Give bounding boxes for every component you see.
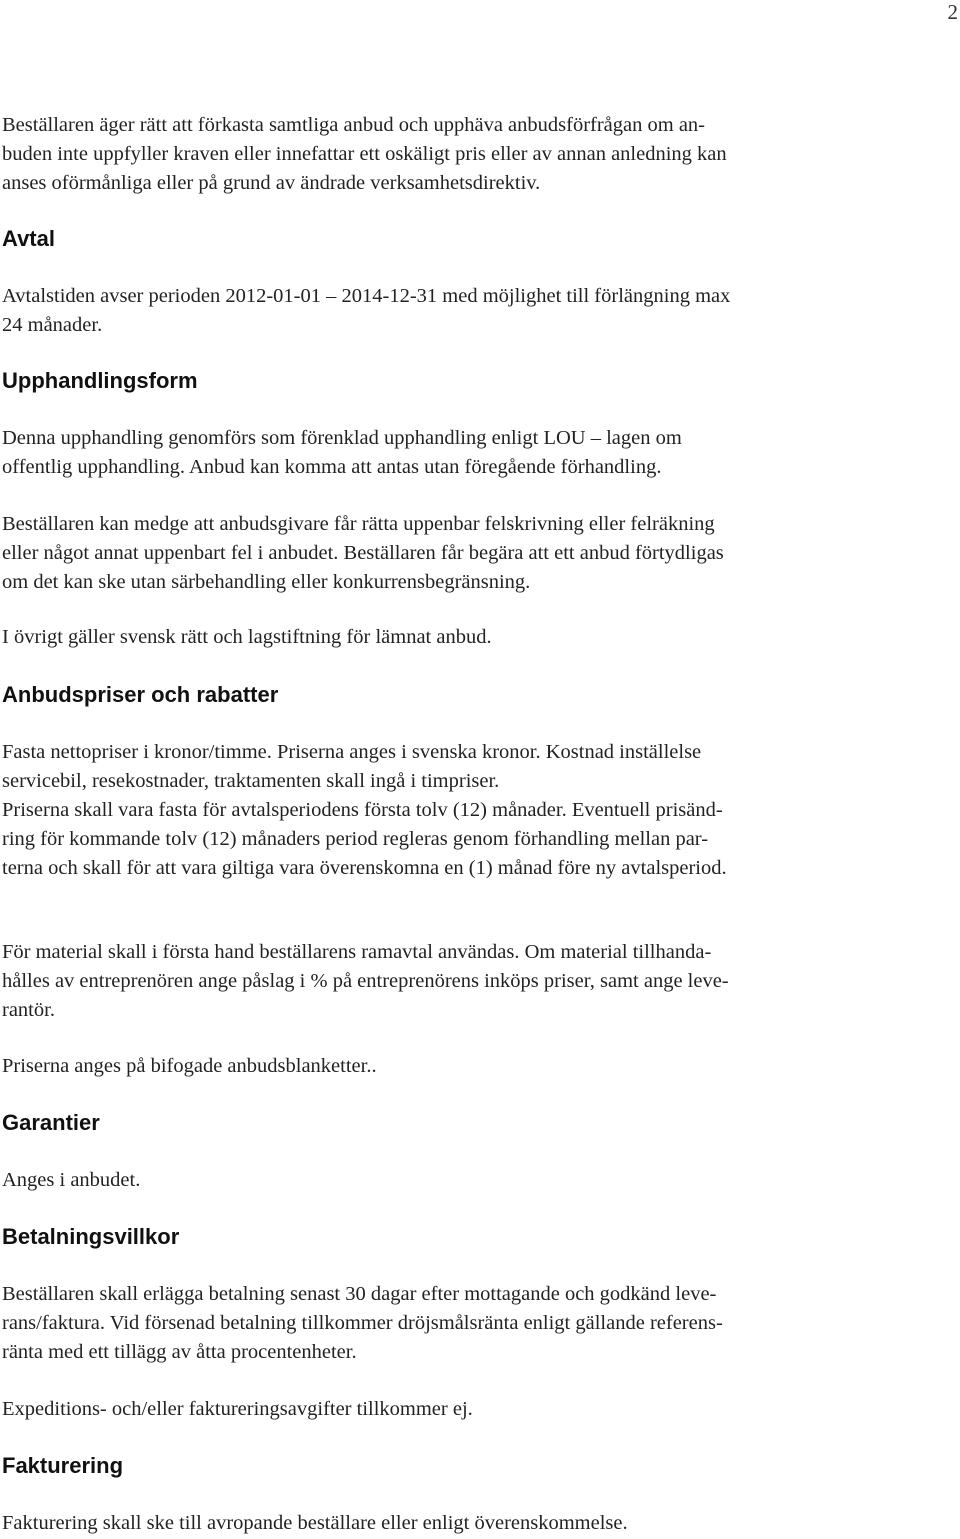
text-line: 24 månader. [2, 314, 103, 336]
betalningsvillkor-paragraph-1 [2, 1280, 723, 1367]
heading-upphandlingsform: Upphandlingsform [2, 368, 198, 393]
text-line: buden inte uppfyller kraven eller innefattar ett oskäligt pris eller av annan anledning kan [2, 143, 727, 165]
text-line: Anges i anbudet. [2, 1169, 141, 1191]
text-line: ränta med ett tillägg av åtta procentenheter. [2, 1341, 357, 1363]
text-line: Beställaren äger rätt att förkasta samtliga anbud och upphäva anbudsförfrågan om an- [2, 114, 705, 136]
heading-anbudspriser: Anbudspriser och rabatter [2, 682, 279, 707]
text-line: hålles av entreprenören ange påslag i % på entreprenörens inköps priser, samt ange leve- [2, 970, 729, 992]
page-number: 2 [947, 0, 958, 24]
text-line: rans/faktura. Vid försenad betalning tillkommer dröjsmålsränta enligt gällande referens- [2, 1312, 723, 1334]
text-line: Avtalstiden avser perioden 2012-01-01 – 2014-12-31 med möjlighet till förlängning max [2, 285, 731, 307]
anbudspriser-paragraph-3 [2, 1052, 377, 1081]
heading-avtal: Avtal [2, 226, 55, 251]
text-line: Fakturering skall ske till avropande beställare eller enligt överenskommelse. [2, 1512, 628, 1534]
avtal-paragraph [2, 282, 730, 340]
text-line: I övrigt gäller svensk rätt och lagstiftning för lämnat anbud. [2, 626, 492, 648]
text-line: om det kan ske utan särbehandling eller konkurrensbegränsning. [2, 571, 531, 593]
text-line: För material skall i första hand beställarens ramavtal användas. Om material tillhanda- [2, 941, 712, 963]
text-line: anses oförmånliga eller på grund av ändrade verksamhetsdirektiv. [2, 172, 541, 194]
text-line: Fasta nettopriser i kronor/timme. Priserna anges i svenska kronor. Kostnad inställelse [2, 741, 702, 763]
text-line: Beställaren kan medge att anbudsgivare får rätta uppenbar felskrivning eller felräkning [2, 513, 715, 535]
text-line: Expeditions- och/eller faktureringsavgifter tillkommer ej. [2, 1398, 473, 1420]
text-line: terna och skall för att vara giltiga vara överenskomna en (1) månad före ny avtalsperiod. [2, 857, 727, 879]
upphandlingsform-paragraph-2 [2, 510, 724, 597]
text-line: Priserna anges på bifogade anbudsblanketter.. [2, 1055, 377, 1077]
text-line: rantör. [2, 999, 55, 1021]
upphandlingsform-paragraph-3 [2, 623, 492, 652]
text-line: eller något annat uppenbart fel i anbudet. Beställaren får begära att ett anbud förtydligas [2, 542, 724, 564]
garantier-paragraph [2, 1166, 140, 1195]
text-line: ring för kommande tolv (12) månaders period regleras genom förhandling mellan par- [2, 828, 709, 850]
text-line: servicebil, resekostnader, traktamenten skall ingå i timpriser. [2, 770, 500, 792]
heading-betalningsvillkor: Betalningsvillkor [2, 1224, 180, 1249]
heading-fakturering: Fakturering [2, 1453, 124, 1478]
betalningsvillkor-paragraph-2 [2, 1395, 473, 1424]
text-line: offentlig upphandling. Anbud kan komma att antas utan föregående förhandling. [2, 456, 662, 478]
upphandlingsform-paragraph-1 [2, 424, 682, 482]
text-line: Beställaren skall erlägga betalning senast 30 dagar efter mottagande och godkänd leve- [2, 1283, 717, 1305]
fakturering-paragraph [2, 1509, 628, 1538]
anbudspriser-paragraph-1 [2, 738, 727, 883]
text-line: Denna upphandling genomförs som förenklad upphandling enligt LOU – lagen om [2, 427, 682, 449]
intro-paragraph [2, 111, 727, 198]
text-line: Priserna skall vara fasta för avtalsperiodens första tolv (12) månader. Eventuell prisänd- [2, 799, 723, 821]
heading-garantier: Garantier [2, 1110, 100, 1135]
anbudspriser-paragraph-2 [2, 938, 729, 1025]
